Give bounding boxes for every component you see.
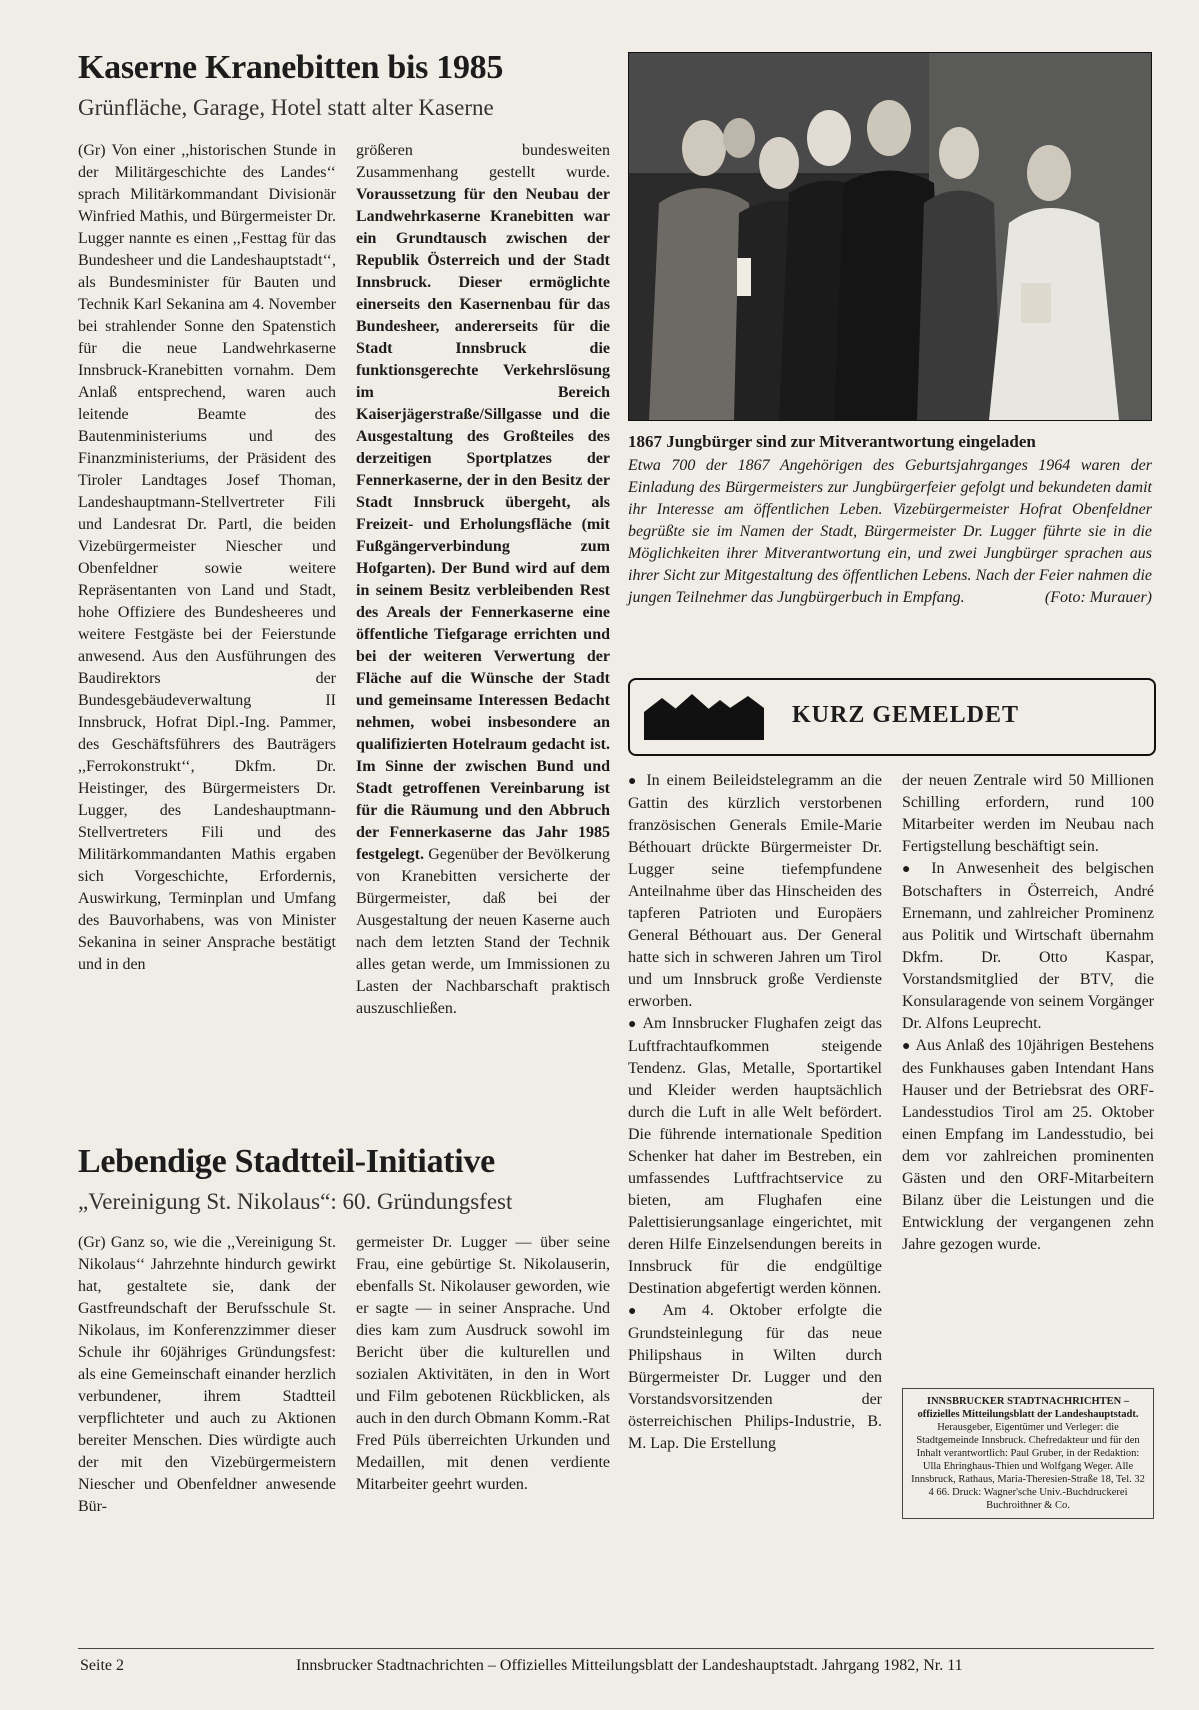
kurz-item xyxy=(902,858,1154,1035)
bullet-icon: ● xyxy=(628,1017,638,1032)
photo-caption xyxy=(628,455,1152,609)
article2-column-1 xyxy=(78,1232,336,1518)
kurz-item-text: In Anwesenheit des belgischen Botschafters in Österreich, André Ernemann, und zahlreicher Prominenz aus Politik und Wirtschaft übernahm Dkfm. Dr. Otto Kaspar, Vorstandsmitglied der BTV, die Konsularagende von seinem Vorgänger Dr. Alfons Leuprecht. xyxy=(902,860,1154,1032)
kurz-item xyxy=(902,1035,1154,1256)
footer-publication: Innsbrucker Stadtnachrichten – Offizielles Mitteilungsblatt der Landeshauptstadt. Jahrgang 1982, Nr. 11 xyxy=(296,1657,963,1674)
photo-caption-text: Etwa 700 der 1867 Angehörigen des Geburtsjahrganges 1964 waren der Einladung des Bürgermeisters zur Jungbürgerfeier gefolgt und bekundeten damit ihr Interesse am öffentlichen Leben. Vizebürgermeister Hofrat Obenfeldner begrüßte sie im Namen der Stadt, Bürgermeister Dr. Lugger führte sie in die Möglichkeiten ihrer Mitverantwortung ein, und zwei Jungbürger sprachen aus ihrer Sicht zur Mitgestaltung des öffentlichen Lebens. Nach der Feier nahmen die jungen Teilnehmer das Jungbürgerbuch in Empfang. xyxy=(628,457,1152,606)
kurz-item-text: Aus Anlaß des 10jährigen Bestehens des Funkhauses gaben Intendant Hans Hauser und der Betriebsrat des ORF-Landesstudios Tirol am 25. Oktober einen Empfang im Landesstudio, bei dem vor zahlreichen prominenten Gästen und den ORF-Mitarbeitern Bilanz über die Leistungen und die Entwicklung der vergangenen zehn Jahre gezogen wurde. xyxy=(902,1037,1154,1253)
photo-jungbuerger xyxy=(628,52,1152,421)
article1-col2-end: Gegenüber der Bevölkerung von Kranebitten versicherte der Bürgermeister, daß bei der Ausgestaltung der neuen Kaserne auch nach dem letzten Stand der Technik alles getan werde, um Immissionen zu Lasten der Nachbarschaft praktisch auszuschließen. xyxy=(356,846,610,1017)
photo-credit: (Foto: Murauer) xyxy=(1044,589,1152,606)
article2-col1-text: (Gr) Ganz so, wie die ,,Vereinigung St. Nikolaus‘‘ Jahrzehnte hindurch gewirkt hat, gestaltete sie, dank der Gastfreundschaft der Berufsschule St. Nikolaus, im Konferenzzimmer dieser Schule ihr 60jähriges Gründungsfest: als eine Gemeinschaft einander herzlich verbundener, ihrem Stadtteil verpflichteter und auch zu Aktionen bereiter Menschen. Dies würdigte auch der mit den Vizebürgermeistern Niescher und Obenfeldner anwesende Bür- xyxy=(78,1234,336,1515)
kurz-item-text: Am 4. Oktober erfolgte die Grundsteinlegung für das neue Philipshaus in Wilten durch Bürgermeister Dr. Lugger und den Vorstandsvorsitzenden der österreichischen Philips-Industrie, B. M. Lap. Die Erstellung xyxy=(628,1302,882,1452)
article2-column-2 xyxy=(356,1232,610,1496)
kurz-item xyxy=(628,1300,882,1455)
article1-column-2 xyxy=(356,140,610,1020)
kurz-gemeldet-header xyxy=(628,678,1156,756)
article1-subtitle: Grünfläche, Garage, Hotel statt alter Kaserne xyxy=(78,95,494,120)
kurz-gemeldet-title: KURZ GEMELDET xyxy=(792,702,1020,728)
article2-title: Lebendige Stadtteil-Initiative xyxy=(78,1143,495,1180)
article2-subtitle: „Vereinigung St. Nikolaus“: 60. Gründungsfest xyxy=(78,1189,513,1214)
footer-page-number: Seite 2 xyxy=(80,1657,124,1674)
article1-column-1 xyxy=(78,140,336,976)
article2-col2-text: germeister Dr. Lugger — über seine Frau, eine gebürtige St. Nikolauserin, ebenfalls St. Nikolauser geworden, wie er sagte — in seiner Ansprache. Und dies kam zum Ausdruck sowohl im Bericht über die kulturellen und sozialen Aktivitäten, in den in Wort und Film gebotenen Rückblicken, als auch in den durch Obmann Komm.-Rat Fred Püls überreichten Urkunden und Medaillen, mit denen verdiente Mitarbeiter geehrt wurden. xyxy=(356,1234,610,1493)
kurz-item-text: Am Innsbrucker Flughafen zeigt das Luftfrachtaufkommen steigende Tendenz. Glas, Metalle, Sportartikel und Kleider werden hauptsächlich durch die Luft in alle Welt befördert. Die führende internationale Spedition Schenker hat daher im Bestreben, ein umfassendes Luftfrachtservice zu bieten, am Flughafen eine Palettisierungsanlage eingerichtet, mit deren Hilfe Einzelsendungen bereits in Innsbruck für die endgültige Destination abgefertigt werden können. xyxy=(628,1015,882,1297)
imprint-box xyxy=(902,1388,1154,1519)
article1-col1-text: (Gr) Von einer ,,historischen Stunde in der Militärgeschichte des Landes‘‘ sprach Militärkommandant Divisionär Winfried Mathis, und Bürgermeister Dr. Lugger nannte es einen ,,Festtag für das Bundesheer und die Landeshauptstadt‘‘, als Bundesminister für Bauten und Technik Karl Sekanina am 4. November bei strahlender Sonne den Spatenstich für die neue Landwehrkaserne Innsbruck-Kranebitten vornahm. Dem Anlaß entsprechend, waren auch leitende Beamte des Bautenministeriums und des Finanzministeriums, der Präsident des Tiroler Landtages Josef Thoman, Landeshauptmann-Stellvertreter Fili und Landesrat Dr. Partl, die beiden Vizebürgermeister Niescher und Obenfeldner sowie weitere Repräsentanten von Land und Stadt, hohe Offiziere des Bundesheeres und weitere Festgäste bei der Feierstunde anwesend. Aus den Ausführungen des Baudirektors der Bundesgebäudeverwaltung II Innsbruck, Hofrat Dipl.-Ing. Pammer, des Geschäftsführers des Bauträgers ,,Ferrokonstrukt‘‘, Dkfm. Dr. Heistinger, des Bürgermeisters Dr. Lugger, des Landeshauptmann-Stellvertreters Fili und des Militärkommandanten Mathis ergaben sich Vorgeschichte, Erfordernis, Auswirkung, Terminplan und Umfang des Bauvorhabens, was von Minister Sekanina in seiner Ansprache bestätigt und in den xyxy=(78,142,336,973)
article1-title: Kaserne Kranebitten bis 1985 xyxy=(78,49,504,86)
bullet-icon: ● xyxy=(628,774,640,789)
houses-icon xyxy=(644,692,764,742)
kurz-colb-start: der neuen Zentrale wird 50 Millionen Schilling erfordern, rund 100 Mitarbeiter werden im Neubau nach Fertigstellung beschäftigt sein. xyxy=(902,772,1154,855)
kurz-item xyxy=(628,1013,882,1300)
kurz-column-b xyxy=(902,770,1154,1256)
photo-caption-title: 1867 Jungbürger sind zur Mitverantwortung eingeladen xyxy=(628,432,1036,451)
kurz-item xyxy=(628,770,882,1013)
imprint-text: Herausgeber, Eigentümer und Verleger: die Stadtgemeinde Innsbruck. Chefredakteur und für den Inhalt verantwortlich: Paul Gruber, in der Redaktion: Ulla Ehringhaus-Thien und Wolfgang Weger. Alle Innsbruck, Rathaus, Maria-Theresien-Straße 18, Tel. 32 4 66. Druck: Wagner'sche Univ.-Buchdruckerei Buchroithner & Co. xyxy=(911,1422,1145,1511)
photo-illustration xyxy=(629,53,1151,420)
footer-rule xyxy=(78,1648,1154,1649)
article1-col2-bold: Voraussetzung für den Neubau der Landwehrkaserne Kranebitten war ein Grundtausch zwischen der Republik Österreich und der Stadt Innsbruck. Dieser ermöglichte einerseits den Kasernenbau für das Bundesheer, andererseits für die Stadt Innsbruck die funktionsgerechte Verkehrslösung im Bereich Kaiserjägerstraße/Sillgasse und die Ausgestaltung des Großteiles des derzeitigen Sportplatzes der Fennerkaserne, der in den Besitz der Stadt Innsbruck übergeht, als Freizeit- und Erholungsfläche (mit Fußgängerverbindung zum Hofgarten). Der Bund wird auf dem in seinem Besitz verbleibenden Rest des Areals der Fennerkaserne eine öffentliche Tiefgarage errichten und bei der weiteren Verwertung der Fläche auf die Wünsche der Stadt und gemeinsame Interessen Bedacht nehmen, wobei insbesondere an qualifizierten Hotelraum gedacht ist. Im Sinne der zwischen Bund und Stadt getroffenen Vereinbarung ist für die Räumung und den Abbruch der Fennerkaserne das Jahr 1985 festgelegt. xyxy=(356,186,610,863)
bullet-icon: ● xyxy=(902,1039,912,1054)
kurz-column-a xyxy=(628,770,882,1455)
bullet-icon: ● xyxy=(902,862,919,877)
imprint-bold: INNSBRUCKER STADTNACHRICHTEN – offizielles Mitteilungsblatt der Landeshauptstadt. xyxy=(917,1396,1139,1420)
bullet-icon: ● xyxy=(628,1304,648,1319)
kurz-item-text: In einem Beileidstelegramm an die Gattin des kürzlich verstorbenen französischen Generals Emile-Marie Béthouart drückte Bürgermeister Dr. Lugger seine tiefempfundene Anteilnahme über das Hinscheiden des tapferen Patrioten und Europäers General Béthouart aus. Der General hatte sich in schweren Jahren um Tirol und um Innsbruck große Verdienste erworben. xyxy=(628,772,883,1010)
article1-col2-start: größeren bundesweiten Zusammenhang gestellt wurde. xyxy=(356,142,610,181)
